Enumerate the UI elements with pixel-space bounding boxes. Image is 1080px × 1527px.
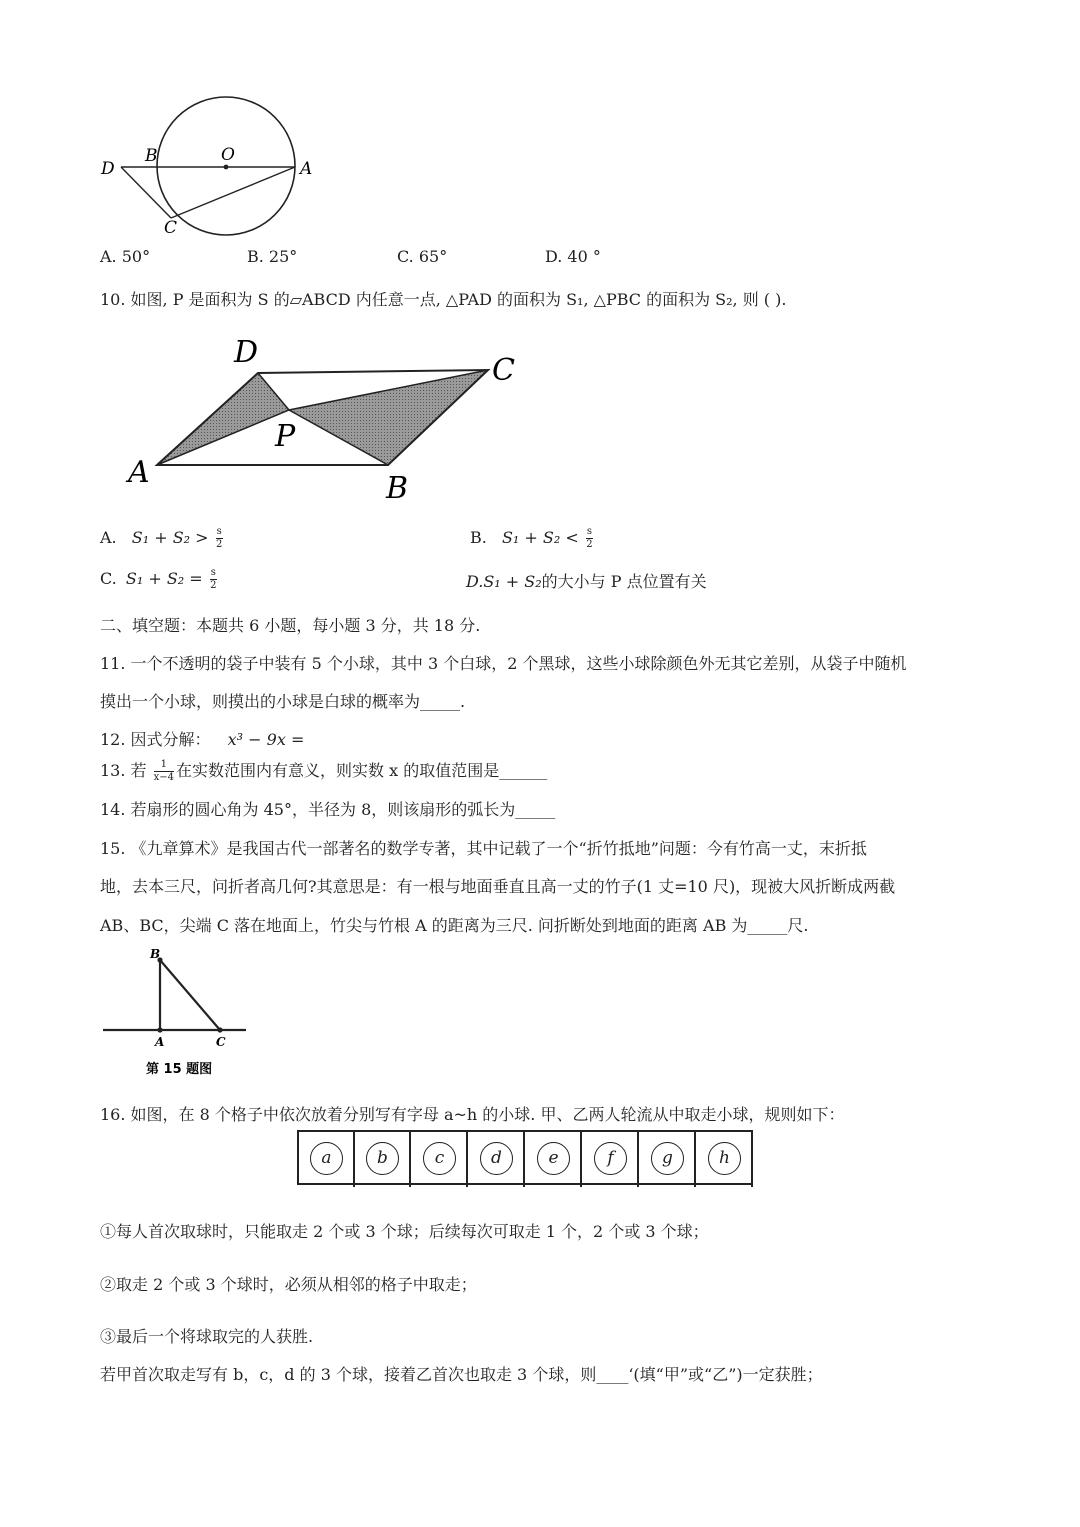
q16-cell-h <box>697 1132 753 1187</box>
q15-point-A <box>157 1027 162 1032</box>
q16-cell-a <box>299 1132 355 1187</box>
q9-option-d: D. 40 ° <box>545 247 601 266</box>
q16-ball-a: a <box>310 1142 343 1175</box>
q16-cell-e <box>526 1132 582 1187</box>
q16-cell-b <box>355 1132 411 1187</box>
q12-expr: x³ − 9x = <box>227 730 305 749</box>
q15-line2: 地，去本三尺，问折者高几何?其意思是：有一根与地面垂直且高一丈的竹子(1 丈=10 尺)，现被大风折断成两截 <box>100 877 896 896</box>
q10-option-d-expr: S₁ + S₂ <box>483 572 542 591</box>
q10-option-c <box>100 567 219 592</box>
q11-line1: 11. 一个不透明的袋子中装有 5 个小球，其中 3 个白球，2 个黑球，这些小球除颜色外无其它差别，从袋子中随机 <box>100 654 907 673</box>
q16-cell-f <box>583 1132 639 1187</box>
q15-label-B: B <box>150 947 161 961</box>
q10-option-a <box>100 526 225 551</box>
q15-bamboo-figure <box>100 944 260 1084</box>
q16-ball-h: h <box>708 1142 741 1175</box>
q15-segment-BC <box>160 960 220 1030</box>
q10-option-b <box>470 526 595 551</box>
q16-ball-f: f <box>594 1142 627 1175</box>
q13 <box>100 758 547 784</box>
q16-cell-c <box>412 1132 468 1187</box>
q15-line1: 15. 《九章算术》是我国古代一部著名的数学专著，其中记载了一个“折竹抵地”问题：今有竹高一丈，末折抵 <box>100 839 867 858</box>
q11-line2: 摸出一个小球，则摸出的小球是白球的概率为_____. <box>100 692 466 711</box>
q9-circle-figure <box>95 90 325 240</box>
q9-label-C: C <box>164 218 178 238</box>
q10-option-b-prefix: B. <box>470 528 487 547</box>
q15-label-A: A <box>155 1035 165 1049</box>
q16-ball-g: g <box>651 1142 684 1175</box>
q10-option-b-fraction: $\frac{s}{2}$ <box>586 526 593 550</box>
q16-ball-e: e <box>537 1142 570 1175</box>
q10-label-A: A <box>128 455 150 490</box>
q16-cell-g <box>640 1132 696 1187</box>
q10-option-a-prefix: A. <box>100 528 117 547</box>
q10-parallelogram-figure <box>120 330 540 510</box>
q10-option-d-text: 的大小与 P 点位置有关 <box>541 572 707 591</box>
q10-option-d <box>466 569 707 592</box>
q10-option-a-fraction: $\frac{s}{2}$ <box>216 526 223 550</box>
q10-option-c-fraction: $\frac{s}{2}$ <box>210 567 217 591</box>
q10-label-P: P <box>275 419 296 454</box>
q15-caption: 第 15 题图 <box>146 1062 213 1077</box>
q16-stem: 16. 如图，在 8 个格子中依次放着分别写有字母 a~h 的小球. 甲、乙两人轮流从中取走小球，规则如下： <box>100 1105 845 1124</box>
q12 <box>100 727 304 750</box>
q10-label-C: C <box>492 353 515 388</box>
q9-label-D: D <box>101 159 115 179</box>
q9-label-O: O <box>221 145 235 165</box>
q10-option-c-expr: S₁ + S₂ = <box>125 569 203 588</box>
q10-triangle-PBC <box>289 370 488 465</box>
q16-ball-d: d <box>480 1142 513 1175</box>
q16-final-question: 若甲首次取走写有 b，c，d 的 3 个球，接着乙首次也取走 3 个球，则____‘(填“甲”或“乙”)一定获胜； <box>100 1365 823 1384</box>
q10-stem: 10. 如图, P 是面积为 S 的▱ABCD 内任意一点, △PAD 的面积为 S₁, △PBC 的面积为 S₂, 则 ( ). <box>100 290 787 309</box>
q9-center-dot <box>224 165 229 170</box>
q10-option-c-prefix: C. <box>100 569 117 588</box>
q10-label-D: D <box>234 335 259 370</box>
q16-rule-3: ③最后一个将球取完的人获胜. <box>100 1327 314 1346</box>
q10-option-d-prefix: D. <box>466 572 484 591</box>
q10-option-a-expr: S₁ + S₂ > <box>131 528 209 547</box>
section-fill-in-heading: 二、填空题：本题共 6 小题，每小题 3 分，共 18 分. <box>100 616 481 635</box>
q15-point-C <box>217 1027 222 1032</box>
q10-option-b-expr: S₁ + S₂ < <box>501 528 579 547</box>
q15-label-C: C <box>216 1035 226 1049</box>
q15-line3: AB、BC，尖端 C 落在地面上，竹尖与竹根 A 的距离为三尺. 问折断处到地面的距离 AB 为_____尺. <box>100 916 809 935</box>
q16-cell-d <box>469 1132 525 1187</box>
q16-ball-b: b <box>366 1142 399 1175</box>
q9-line-CA <box>171 167 295 218</box>
q16-ball-grid <box>297 1130 753 1185</box>
q9-line-DC <box>121 167 171 218</box>
q16-rule-1: ①每人首次取球时，只能取走 2 个或 3 个球；后续每次可取走 1 个，2 个或 3 个球； <box>100 1222 709 1241</box>
q9-option-b: B. 25° <box>247 247 298 266</box>
q16-rule-2: ②取走 2 个或 3 个球时，必须从相邻的格子中取走； <box>100 1275 477 1294</box>
q13-fraction: $\frac{1}{x-4}$ <box>153 759 175 783</box>
q10-label-B: B <box>386 471 409 506</box>
q9-label-B: B <box>145 146 158 166</box>
q9-option-a: A. 50° <box>100 247 151 266</box>
q14: 14. 若扇形的圆心角为 45°，半径为 8，则该扇形的弧长为_____ <box>100 800 556 819</box>
q13-suffix: 在实数范围内有意义，则实数 x 的取值范围是______ <box>176 761 548 780</box>
q13-prefix: 13. 若 <box>100 761 147 780</box>
q9-option-c: C. 65° <box>397 247 448 266</box>
q10-triangle-PAD <box>157 373 289 465</box>
q16-ball-c: c <box>423 1142 456 1175</box>
q12-text: 12. 因式分解： <box>100 730 211 749</box>
q9-label-A: A <box>300 159 313 179</box>
